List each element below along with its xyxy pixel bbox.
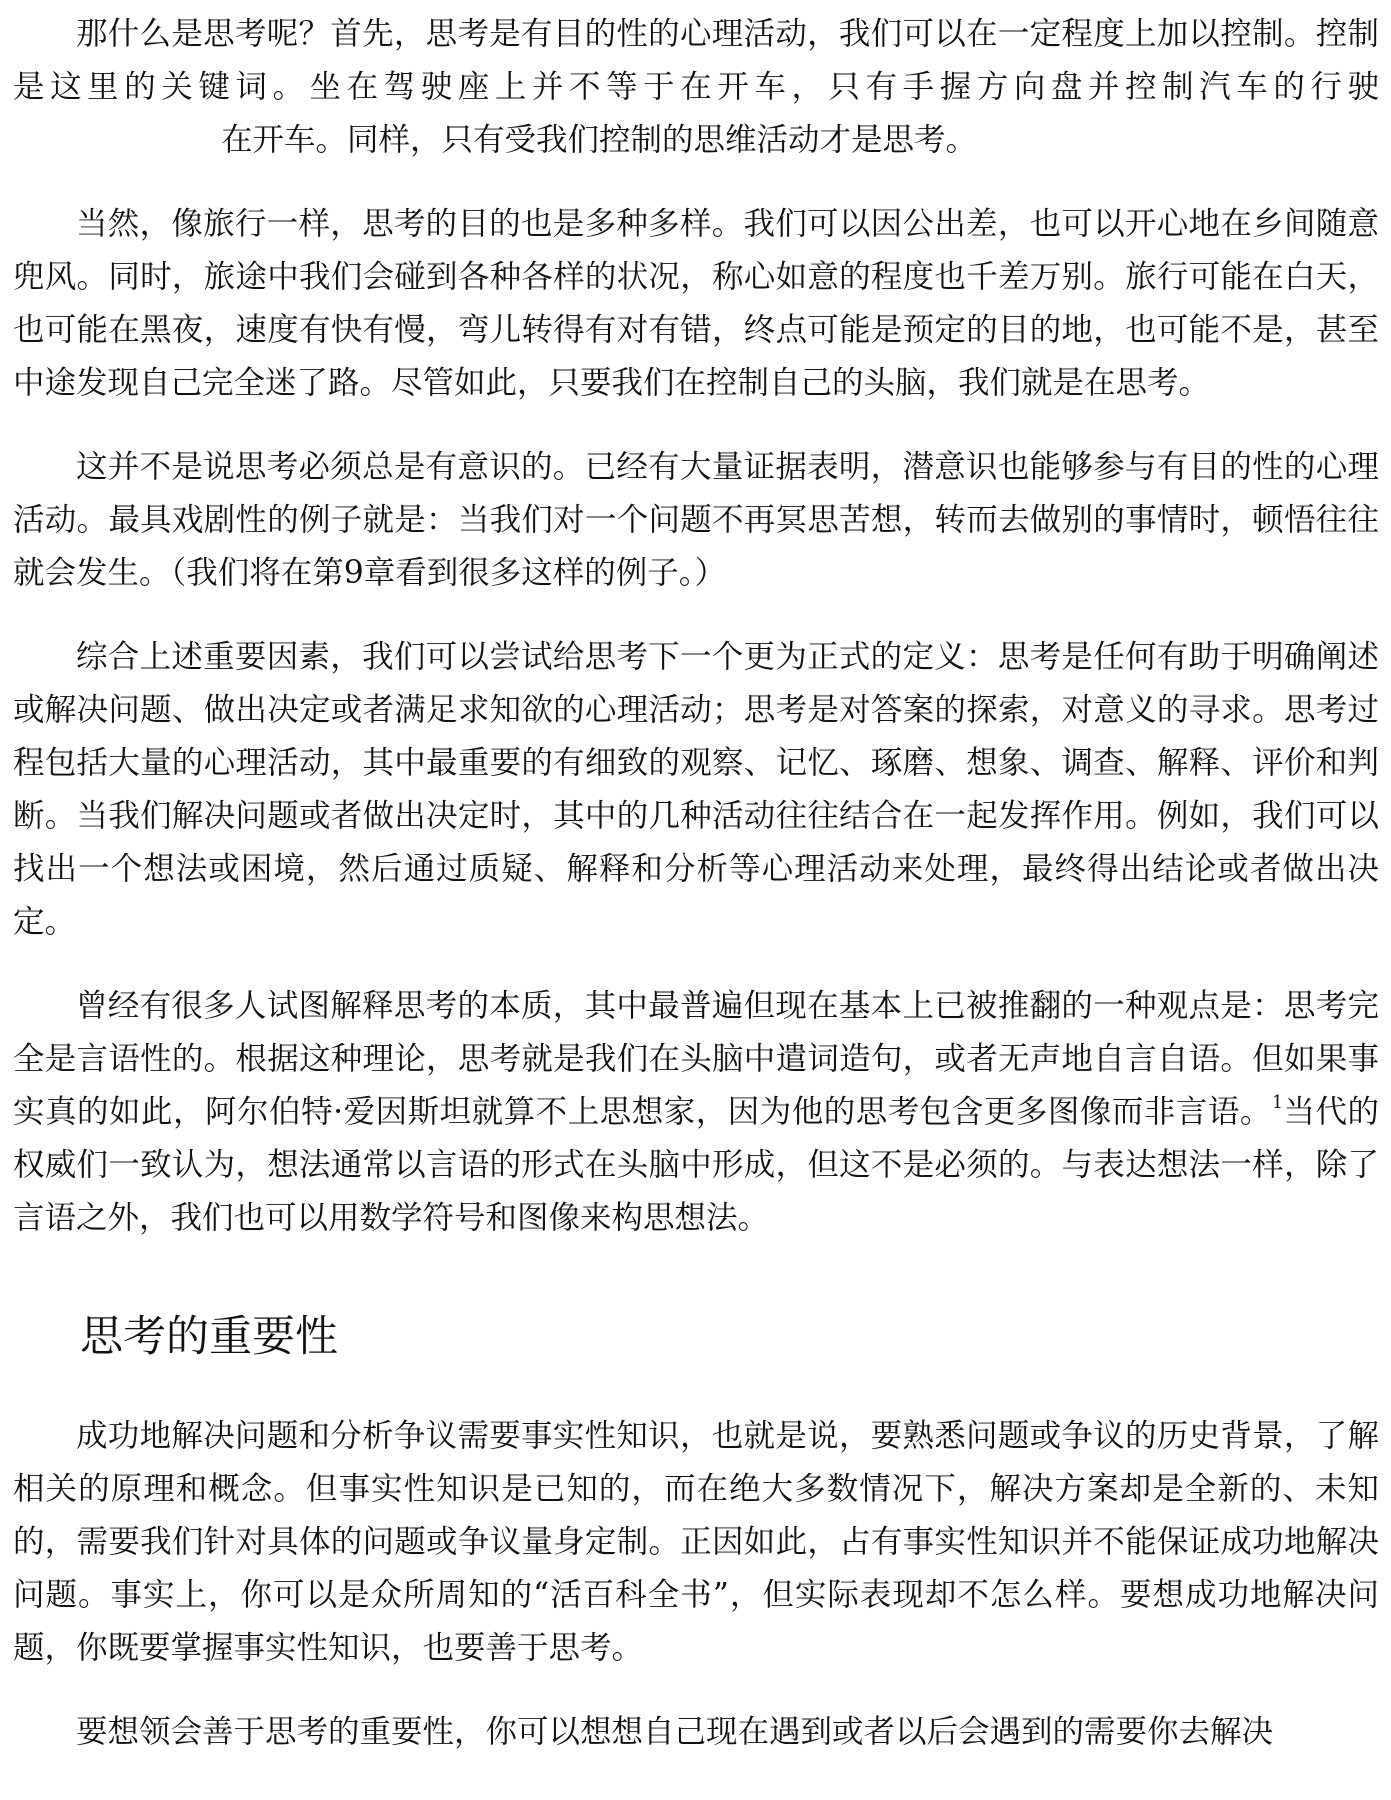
paragraph-travel: 当然，像旅行一样，思考的目的也是多种多样。我们可以因公出差，也可以开心地在乡间随意兜风。同时，旅途中我们会碰到各种各样的状况，称心如意的程度也千差万别。旅行可能在白天，也可能在黑夜，速度有快有慢，弯儿转得有对有错，终点可能是预定的目的地，也可能不是，甚至中途发现自己完全迷了路。尽管如此，只要我们在控制自己的头脑，我们就是在思考。	[13, 206, 1379, 401]
paragraph-control	[13, 8, 1379, 167]
paragraph-verbal-text-b: 当代的权威们一致认为，想法通常以言语的形式在头脑中形成，但这不是必须的。与表达想法一样，除了言语之外，我们也可以用数学符号和图像来构思想法。	[13, 1094, 1379, 1236]
paragraph-control-text-b: 在开车。同样，只有受我们控制的思维活动才是思考。	[221, 122, 978, 158]
paragraph-verbal-text-a: 曾经有很多人试图解释思考的本质，其中最普遍但现在基本上已被推翻的一种观点是：思考完全是言语性的。根据这种理论，思考就是我们在头脑中遣词造句，或者无声地自言自语。但如果事实真的如此，阿尔伯特·爱因斯坦就算不上思想家，因为他的思考包含更多图像而非言语。	[13, 988, 1379, 1130]
section-heading: 思考的重要性	[80, 1312, 338, 1362]
paragraph-factual-knowledge: 成功地解决问题和分析争议需要事实性知识，也就是说，要熟悉问题或争议的历史背景，了解相关的原理和概念。但事实性知识是已知的，而在绝大多数情况下，解决方案却是全新的、未知的，需要我们针对具体的问题或争议量身定制。正因如此，占有事实性知识并不能保证成功地解决问题。事实上，你可以是众所周知的“活百科全书”，但实际表现却不怎么样。要想成功地解决问题，你既要掌握事实性知识，也要善于思考。	[13, 1418, 1379, 1666]
paragraph-subconscious: 这并不是说思考必须总是有意识的。已经有大量证据表明，潜意识也能够参与有目的性的心理活动。最具戏剧性的例子就是：当我们对一个问题不再冥思苦想，转而去做别的事情时，顿悟往往就会发生。（我们将在第9章看到很多这样的例子。）	[13, 449, 1379, 591]
paragraph-control-text-a: 那什么是思考呢？首先，思考是有目的性的心理活动，我们可以在一定程度上加以控制。控制是这里的关键词。坐在驾驶座上并不等于在开车，只有手握方向盘并控制汽车的行驶	[13, 16, 1379, 105]
document-page	[13, 8, 1379, 1790]
footnote-marker: 1	[1271, 1093, 1283, 1114]
paragraph-verbal-theory	[13, 980, 1379, 1245]
paragraph-definition: 综合上述重要因素，我们可以尝试给思考下一个更为正式的定义：思考是任何有助于明确阐述或解决问题、做出决定或者满足求知欲的心理活动；思考是对答案的探索，对意义的寻求。思考过程包括大量的心理活动，其中最重要的有细致的观察、记忆、琢磨、想象、调查、解释、评价和判断。当我们解决问题或者做出决定时，其中的几种活动往往结合在一起发挥作用。例如，我们可以找出一个想法或困境，然后通过质疑、解释和分析等心理活动来处理，最终得出结论或者做出决定。	[13, 639, 1379, 940]
paragraph-importance: 要想领会善于思考的重要性，你可以想想自己现在遇到或者以后会遇到的需要你去解决	[76, 1714, 1274, 1750]
